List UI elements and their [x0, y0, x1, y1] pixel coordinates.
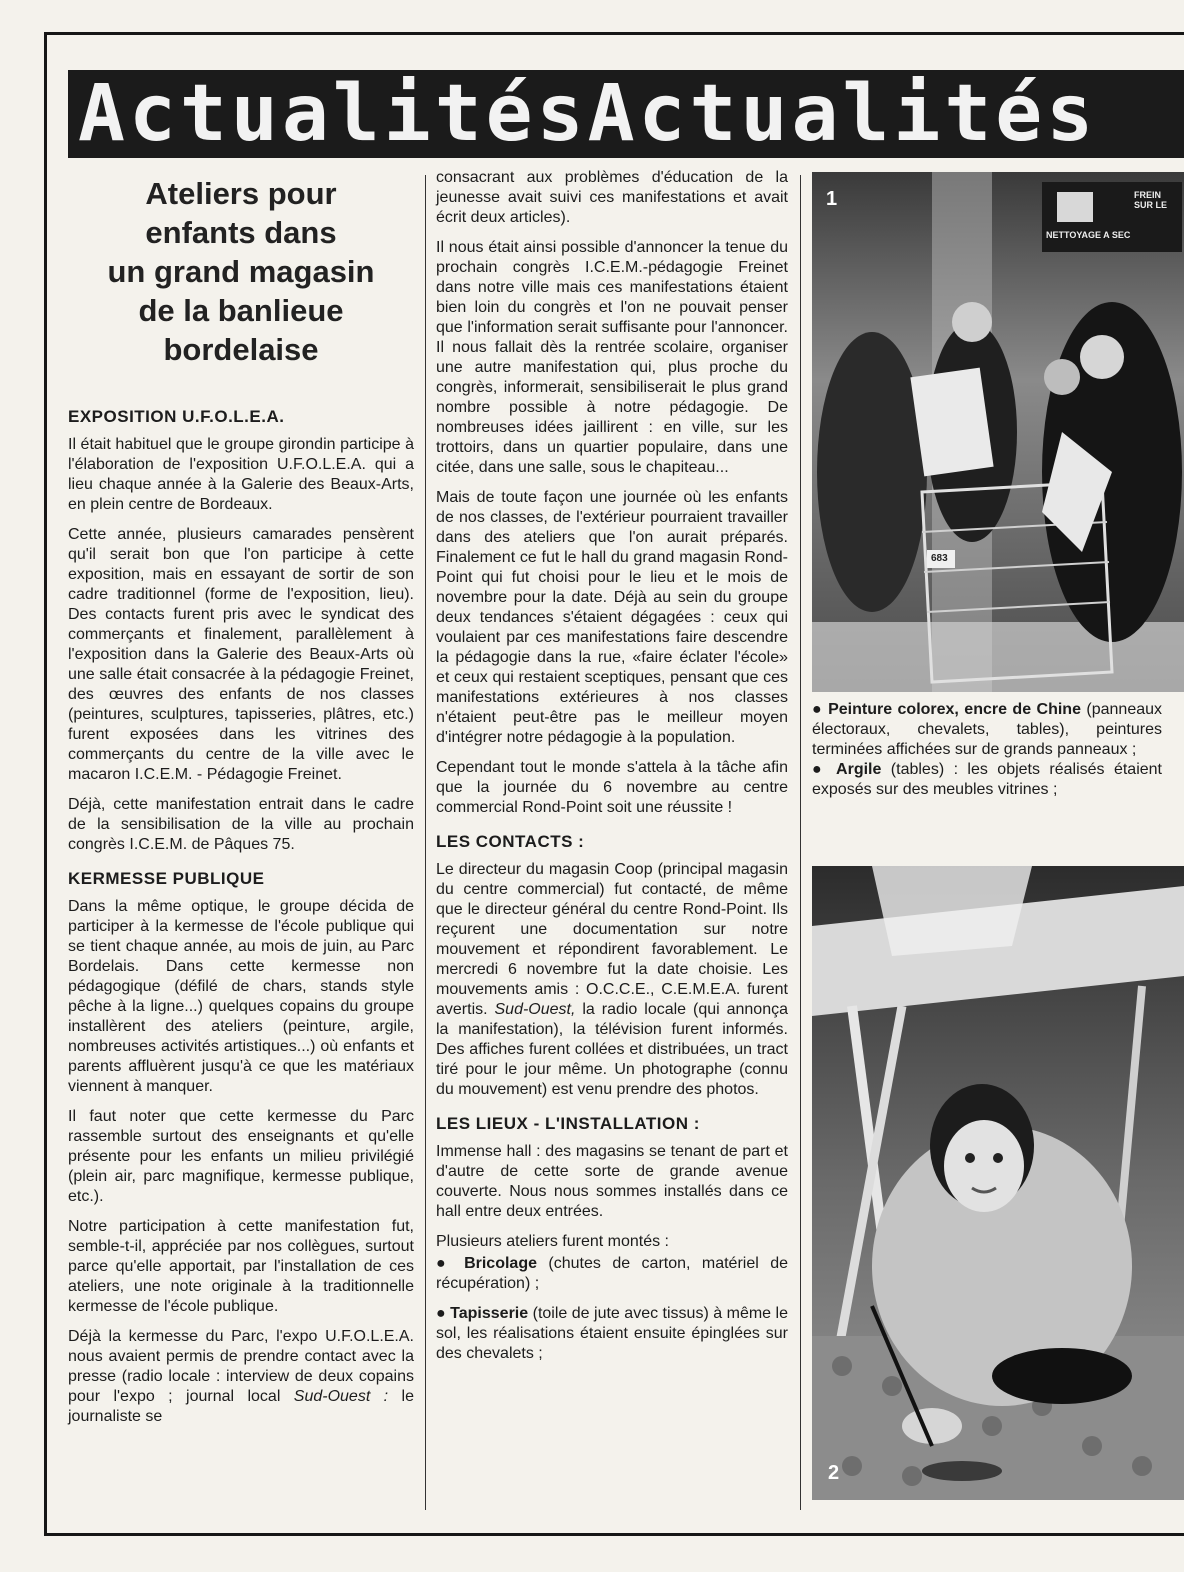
paragraph: consacrant aux problèmes d'éducation de la jeunesse avait suivi ces manifestations et avait écrit deux articles). — [436, 169, 788, 226]
bullet-item — [812, 700, 1162, 760]
banner-text: ActualitésActualités — [78, 70, 1098, 158]
section-banner — [68, 70, 1184, 158]
photo-child-painting — [812, 866, 1184, 1500]
section-heading: KERMESSE PUBLIQUE — [68, 869, 265, 888]
section-heading: LES LIEUX - L'INSTALLATION : — [436, 1114, 700, 1133]
photo-sign: FREIN SUR LE — [1134, 190, 1168, 210]
photo-sign: NETTOYAGE A SEC — [1046, 230, 1131, 240]
bullet-text: (chutes de carton, matériel de récupération) ; — [436, 1255, 789, 1292]
section-heading: LES CONTACTS : — [436, 832, 585, 851]
paragraph: Immense hall : des magasins se tenant de part et d'autre de cette sorte de grande avenue couverte. Nous nous sommes installés dans ce hall entre deux entrées. — [436, 1143, 788, 1220]
bullet-icon: ● — [436, 1255, 465, 1272]
bullet-item — [436, 1304, 788, 1364]
section-heading: EXPOSITION U.F.O.L.E.A. — [68, 407, 285, 426]
paragraph: Cependant tout le monde s'attela à la tâche afin que la journée du 6 novembre au centre commercial Rond-Point soit une réussite ! — [436, 759, 788, 816]
title-line: bordelaise — [163, 332, 319, 367]
bullet-text: (panneaux électoraux, chevalets, tables), peintures terminées affichées sur de grands panneaux ; — [812, 701, 1163, 758]
paragraph: Plusieurs ateliers furent montés : — [436, 1233, 669, 1250]
title-line: de la banlieue — [138, 293, 344, 328]
photo-caption — [812, 700, 1162, 800]
paragraph: Il nous était ainsi possible d'annoncer la tenue du prochain congrès I.C.E.M.-pédagogie Freinet dans notre ville mais ces manifestations étaient bien loin du congrès et l'on ne pouvait penser que l'information serait suffisante pour l'annoncer. Il nous fallait dès la rentrée scolaire, organiser une autre manifestation qui, plus proche du congrès, informerait, sensibiliserait le plus grand nombre possible à notre pédagogie. De nombreuses idées jaillirent : en ville, sur les trottoirs, dans un quartier populaire, dans une citée, dans une salle, sous le chapiteau... — [436, 239, 788, 476]
text-run: Déjà la kermesse du Parc, l'expo U.F.O.L.E.A. nous avaient permis de prendre contact avec la presse (radio locale : interview de deux copains pour l'expo ; journal local — [68, 1328, 414, 1405]
newspaper-name: Sud-Ouest, — [494, 1001, 576, 1018]
text-run: le journaliste se — [68, 1388, 414, 1425]
bullet-item — [812, 760, 1162, 800]
bullet-text: (toile de jute avec tissus) à même le sol, les réalisations étaient ensuite épinglées sur des chevalets ; — [436, 1305, 789, 1362]
column-2 — [436, 168, 788, 1374]
paragraph: Il faut noter que cette kermesse du Parc rassemble surtout des enseignants et qu'elle présente pour les enfants un milieu privilégié (plein air, parc magnifique, kermesse publique, etc.). — [68, 1108, 414, 1205]
bullet-label: Peinture colorex, encre de Chine — [828, 701, 1081, 718]
bullet-label: Tapisserie — [450, 1305, 529, 1322]
article-title — [68, 174, 414, 369]
paragraph: Il était habituel que le groupe girondin participe à l'élaboration de l'exposition U.F.O.L.E.A. qui a lieu chaque année à la Galerie des Beaux-Arts, en plein centre de Bordeaux. — [68, 436, 414, 513]
paragraph: Notre participation à cette manifestation fut, semble-t-il, appréciée par nos collègues, surtout parce qu'elle apportait, par l'installation de ces ateliers, une note originale à la traditionnelle kermesse de l'école publique. — [68, 1218, 414, 1315]
column-1 — [68, 168, 414, 1437]
photo-child-image — [812, 866, 1184, 1500]
cart-number: 683 — [931, 553, 948, 564]
text-run: Le directeur du magasin Coop (principal magasin du centre commercial) fut contacté, de même que le directeur général du centre Rond-Point. Ils reçurent une documentation sur notre mouvement et répondirent favorablement. Le mercredi 6 novembre fut la date choisie. Les mouvements amis : O.C.C.E., C.E.M.E.A. furent avertis. — [436, 861, 788, 1018]
photo-number: 1 — [826, 188, 838, 210]
paragraph — [436, 860, 788, 1100]
bullet-icon: ● — [812, 761, 837, 778]
bullet-icon: ● — [812, 701, 829, 718]
bullet-icon: ● — [436, 1305, 451, 1322]
bullet-label: Argile — [836, 761, 882, 778]
title-line: un grand magasin — [107, 254, 375, 289]
paragraph: Déjà, cette manifestation entrait dans le cadre de la sensibilisation de la ville au prochain congrès I.C.E.M. de Pâques 75. — [68, 796, 414, 853]
bullet-label: Bricolage — [464, 1255, 537, 1272]
photo-number: 2 — [828, 1462, 840, 1484]
text-run: la radio locale (qui annonça la manifestation), la télévision furent informés. Des affiches furent collées et distribuées, un tract tiré pour le jour même. Un photographe (connu du mouvement) est venu prendre des photos. — [436, 1001, 788, 1098]
paragraph: Cette année, plusieurs camarades pensèrent qu'il serait bon que l'on participe à cette exposition, mais en essayant de sortir de son cadre traditionnel (forme de l'exposition, lieu). Des contacts furent pris avec le syndicat des commerçants et finalement, parallèlement à l'exposition dans la Galerie des Beaux-Arts où une salle était consacrée à la pédagogie Freinet, des œuvres des enfants de nos classes (peintures, sculptures, tapisseries, plâtres, etc.) furent exposées dans les vitrines des commerçants du centre de la ville avec le macaron I.C.E.M. - Pédagogie Freinet. — [68, 526, 414, 783]
paragraph: Dans la même optique, le groupe décida de participer à la kermesse de l'école publique qui se tient chaque année, au mois de juin, au Parc Bordelais. Dans cette kermesse non pédagogique (défilé de chars, stands style pêche à la ligne...) quelques copains du groupe installèrent des ateliers (peinture, argile, nombreuses activités artistiques...) où enfants et parents affluèrent jusqu'à ce que les matériaux viennent à manquer. — [68, 898, 414, 1095]
column-rule-2 — [800, 175, 801, 1510]
photo-shoppers-image — [812, 172, 1184, 692]
paragraph: Mais de toute façon une journée où les enfants de nos classes, de l'extérieur pourraient travailler dans des ateliers que l'on aurait préparés. Finalement ce fut le hall du grand magasin Rond-Point qui fut choisi pour le lieu et le mois de novembre pour la date. Déjà au sein du groupe deux tendances s'étaient dégagées : ceux qui voulaient par ces manifestations faire descendre la pédagogie dans la rue, «faire éclater l'école» et ceux qui restaient sceptiques, pensant que ces manifestations extérieures à nos classes n'étaient peut-être pas le meilleur moyen d'intégrer notre pédagogie à la population. — [436, 489, 788, 746]
bullet-item — [436, 1254, 788, 1294]
paragraph — [68, 1327, 414, 1427]
newspaper-name: Sud-Ouest : — [293, 1388, 389, 1405]
title-line: Ateliers pour — [145, 176, 337, 211]
photo-shoppers — [812, 172, 1184, 692]
bullet-text: (tables) : les objets réalisés étaient exposés sur des meubles vitrines ; — [812, 761, 1162, 798]
title-line: enfants dans — [145, 215, 337, 250]
column-rule-1 — [425, 175, 426, 1510]
